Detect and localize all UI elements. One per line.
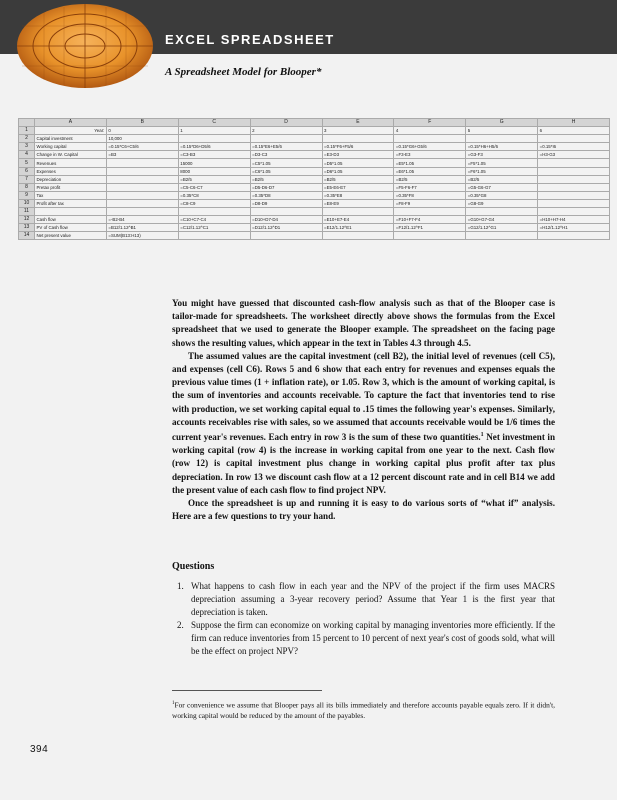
sheet-row (19, 199, 610, 207)
sheet-cell (106, 191, 178, 199)
sheet-cell (178, 208, 250, 216)
row-number: 6 (19, 167, 35, 175)
sheet-cell (538, 232, 610, 240)
sheet-row (19, 191, 610, 199)
sheet-cell (538, 191, 610, 199)
row-label-cell: Capital investment (35, 135, 107, 143)
sheet-row (19, 135, 610, 143)
row-label-cell (35, 208, 107, 216)
section-subtitle: A Spreadsheet Model for Blooper* (165, 66, 322, 78)
row-number: 7 (19, 175, 35, 183)
sheet-cell: =G3-F3 (466, 151, 538, 159)
page-number: 394 (30, 744, 49, 755)
footnote-text: For convenience we assume that Blooper pays all its bills immediately and therefore accounts payable equals zero. If it didn't, working capital would be reduced by the amount of the payables. (172, 700, 555, 721)
sheet-row (19, 232, 610, 240)
row-label-cell: Year: (35, 127, 107, 135)
row-number: 1 (19, 127, 35, 135)
sheet-cell: =D12/1.12^D1 (250, 224, 322, 232)
column-header: E (322, 119, 394, 127)
sheet-cell: =B2/5 (250, 175, 322, 183)
column-header: H (538, 119, 610, 127)
sheet-cell: =F8-F9 (394, 199, 466, 207)
sheet-cell (466, 208, 538, 216)
column-header: A (35, 119, 107, 127)
sheet-cell: =0.15*G6+G5/6 (394, 143, 466, 151)
sheet-cell (250, 208, 322, 216)
sheet-cell: =G12/1.12^G1 (466, 224, 538, 232)
sheet-cell (394, 135, 466, 143)
sheet-cell: =E5-E6-E7 (322, 183, 394, 191)
row-label-cell: Change in W. Capital (35, 151, 107, 159)
sheet-cell: =D10+D7-D4 (250, 216, 322, 224)
sheet-cell: =C8-C9 (178, 199, 250, 207)
column-header-row (19, 119, 610, 127)
sheet-cell: =F12/1.12^F1 (394, 224, 466, 232)
sheet-cell: =SUM(B13:H13) (106, 232, 178, 240)
sheet-row (19, 143, 610, 151)
row-label-cell: Working capital (35, 143, 107, 151)
sheet-cell: =C10+C7-C4 (178, 216, 250, 224)
sheet-cell: =F5-F6-F7 (394, 183, 466, 191)
corner-cell (19, 119, 35, 127)
sheet-cell (538, 175, 610, 183)
row-label-cell: Pretax profit (35, 183, 107, 191)
sheet-cell (106, 208, 178, 216)
sheet-cell: =E12/1.12^E1 (322, 224, 394, 232)
sheet-cell: =0.35*G8 (466, 191, 538, 199)
row-number: 3 (19, 143, 35, 151)
paragraph-2-before: The assumed values are the capital investment (cell B2), the initial level of revenues (cell C5), and expenses (cell C6). Rows 5 and 6 show that each entry for revenues and expenses equals the previous value times (1 + inflation rate), or 1.05. Row 3, which is the amount of working capital, is the sum of inventories and accounts receivable. To capture the fact that inventories tend to rise with production, we set working capital equal to .15 times the following year's expenses. Similarly, accounts receivables rise with sales, so we assumed that accounts receivable would be 1/6 times the current year's revenues. Each entry in row 3 is the sum of these two quantities. (172, 350, 555, 443)
sheet-cell: =D6*1.05 (322, 167, 394, 175)
question-item (172, 580, 555, 619)
sheet-cell (394, 208, 466, 216)
sheet-cell: =H3-G3 (538, 151, 610, 159)
row-label-cell: Expenses (35, 167, 107, 175)
sheet-cell (106, 183, 178, 191)
sheet-cell: 8000 (178, 167, 250, 175)
row-label-cell: Depreciation (35, 175, 107, 183)
sheet-cell (538, 208, 610, 216)
sheet-cell: =B12/1.12^B1 (106, 224, 178, 232)
sheet-cell: 4 (394, 127, 466, 135)
sheet-cell: 1 (178, 127, 250, 135)
sheet-cell: =0.35*C8 (178, 191, 250, 199)
sheet-cell: =0.35*D8 (250, 191, 322, 199)
sheet-cell (466, 232, 538, 240)
sheet-cell (322, 232, 394, 240)
sheet-cell: =B2/5 (322, 175, 394, 183)
sheet-row (19, 159, 610, 167)
row-label-cell: Net present value (35, 232, 107, 240)
sheet-cell: =C6*1.05 (250, 167, 322, 175)
row-label-cell: PV of Cash flow (35, 224, 107, 232)
sheet-cell (178, 135, 250, 143)
sheet-cell: =F5*1.05 (466, 159, 538, 167)
sheet-row (19, 175, 610, 183)
row-number: 10 (19, 199, 35, 207)
sheet-cell: =0.15*F6+F5/6 (322, 143, 394, 151)
sheet-cell: =E6*1.05 (394, 167, 466, 175)
row-label-cell: Tax (35, 191, 107, 199)
question-number: 1. (177, 581, 184, 591)
column-header: B (106, 119, 178, 127)
column-header: C (178, 119, 250, 127)
sheet-cell: =B2/5 (466, 175, 538, 183)
sheet-cell: =C3-B3 (178, 151, 250, 159)
question-item (172, 619, 555, 658)
sheet-row (19, 127, 610, 135)
sheet-cell (538, 167, 610, 175)
sheet-cell: =D5*1.05 (322, 159, 394, 167)
sheet-row (19, 224, 610, 232)
sheet-cell: =0.35*F8 (394, 191, 466, 199)
sheet-cell (322, 208, 394, 216)
sheet-row (19, 208, 610, 216)
sheet-cell: =E8-E9 (322, 199, 394, 207)
footnote-marker: 1 (172, 701, 175, 706)
paragraph-3: Once the spreadsheet is up and running it is easy to do various sorts of “what if” analysis. Here are a few questions to try your hand. (172, 498, 555, 522)
sheet-cell: =E5*1.05 (394, 159, 466, 167)
sheet-cell: =F10+F7-F4 (394, 216, 466, 224)
sheet-cell: =-B2-B4 (106, 216, 178, 224)
sheet-cell: =E3-D3 (322, 151, 394, 159)
sheet-cell: 3 (322, 127, 394, 135)
sheet-cell (394, 232, 466, 240)
sheet-cell (322, 135, 394, 143)
row-number: 4 (19, 151, 35, 159)
sheet-cell: =H12/1.12^H1 (538, 224, 610, 232)
row-number: 11 (19, 208, 35, 216)
row-number: 2 (19, 135, 35, 143)
sheet-cell: 6 (538, 127, 610, 135)
sheet-cell (538, 183, 610, 191)
sheet-cell: =D5-D6-D7 (250, 183, 322, 191)
paragraph-2 (172, 350, 555, 497)
sheet-row (19, 183, 610, 191)
sheet-cell: =0.15*E6+E5/6 (250, 143, 322, 151)
footnote-ref: 1 (480, 432, 484, 439)
sheet-cell: =0.15*D6+D5/6 (178, 143, 250, 151)
sheet-row (19, 167, 610, 175)
question-text: Suppose the firm can economize on working capital by managing inventories more efficiently. If the firm can reduce inventories from 15 percent to 10 percent of next year's cost of goods sold, what will be the effect on project NPV? (191, 620, 555, 657)
row-label-cell: Revenues (35, 159, 107, 167)
column-header: G (466, 119, 538, 127)
sheet-cell: =D3-C3 (250, 151, 322, 159)
sheet-cell: =B2/5 (394, 175, 466, 183)
sheet-cell: 0 (106, 127, 178, 135)
sheet-row (19, 151, 610, 159)
sheet-cell: 10,000 (106, 135, 178, 143)
sheet-cell: =C5-C6-C7 (178, 183, 250, 191)
sheet-cell: =G8-G9 (466, 199, 538, 207)
question-number: 2. (177, 620, 184, 631)
paragraph-1: You might have guessed that discounted cash-flow analysis such as that of the Blooper case is tailor-made for spreadsheets. The worksheet directly above shows the formulas from the Excel spreadsheet that we used to generate the Blooper example. The spreadsheet on the facing page shows the resulting values, which appear in the text in Tables 4.3 through 4.5. (172, 298, 555, 348)
sheet-cell (106, 175, 178, 183)
column-header: F (394, 119, 466, 127)
sheet-cell: =D8-D9 (250, 199, 322, 207)
sheet-cell: =E10+E7-E4 (322, 216, 394, 224)
excel-logo-graphic (14, 2, 156, 92)
sheet-cell: =0.15*H6+H5/6 (466, 143, 538, 151)
questions-list (172, 580, 555, 659)
footnote-divider (172, 690, 322, 691)
sheet-cell (106, 159, 178, 167)
row-number: 13 (19, 224, 35, 232)
sheet-cell: =F6*1.05 (466, 167, 538, 175)
sheet-cell: =C12/1.12^C1 (178, 224, 250, 232)
sheet-cell: =0.35*E8 (322, 191, 394, 199)
sheet-cell (106, 199, 178, 207)
sheet-cell (538, 135, 610, 143)
column-header: D (250, 119, 322, 127)
sheet-cell (106, 167, 178, 175)
sheet-cell: =G10+G7-G4 (466, 216, 538, 224)
row-label-cell: Profit after tax (35, 199, 107, 207)
sheet-cell (250, 232, 322, 240)
question-text: What happens to cash flow in each year and the NPV of the project if the firm uses MACRS depreciation assuming a 3-year recovery period? Assume that Year 1 is the first year that depreciation is taken. (191, 581, 555, 618)
footnote (172, 699, 555, 722)
sheet-cell: =0.15*C6+C5/6 (106, 143, 178, 151)
row-number: 12 (19, 216, 35, 224)
sheet-cell: =C5*1.05 (250, 159, 322, 167)
sheet-cell: =G5-G6-G7 (466, 183, 538, 191)
sheet-cell (178, 232, 250, 240)
sheet-cell (538, 159, 610, 167)
sheet-cell (250, 135, 322, 143)
sheet-cell: 2 (250, 127, 322, 135)
sheet-cell: =H10+H7-H4 (538, 216, 610, 224)
sheet-cell: =0.15*I6 (538, 143, 610, 151)
sheet-cell: =F3-E3 (394, 151, 466, 159)
body-text (172, 297, 555, 523)
row-number: 8 (19, 183, 35, 191)
sheet-cell: =B3 (106, 151, 178, 159)
questions-heading: Questions (172, 561, 215, 572)
sheet-cell: =B2/5 (178, 175, 250, 183)
sheet-cell: 5 (466, 127, 538, 135)
sheet-row (19, 216, 610, 224)
row-label-cell: Cash flow (35, 216, 107, 224)
header-title: EXCEL SPREADSHEET (165, 32, 335, 47)
row-number: 14 (19, 232, 35, 240)
sheet-cell: 15000 (178, 159, 250, 167)
row-number: 5 (19, 159, 35, 167)
sheet-cell (538, 199, 610, 207)
sheet-cell (466, 135, 538, 143)
row-number: 9 (19, 191, 35, 199)
spreadsheet-table (18, 118, 610, 240)
paragraph-2-after: Net investment in working capital (row 4) is the increase in working capital from one year to the next. Cash flow (row 12) is capital investment plus change in working capital plus profit after tax plus depreciation. In row 13 we discount cash flow at a 12 percent discount rate and in cell B14 we add the present value of each cash flow to find project NPV. (172, 432, 556, 495)
